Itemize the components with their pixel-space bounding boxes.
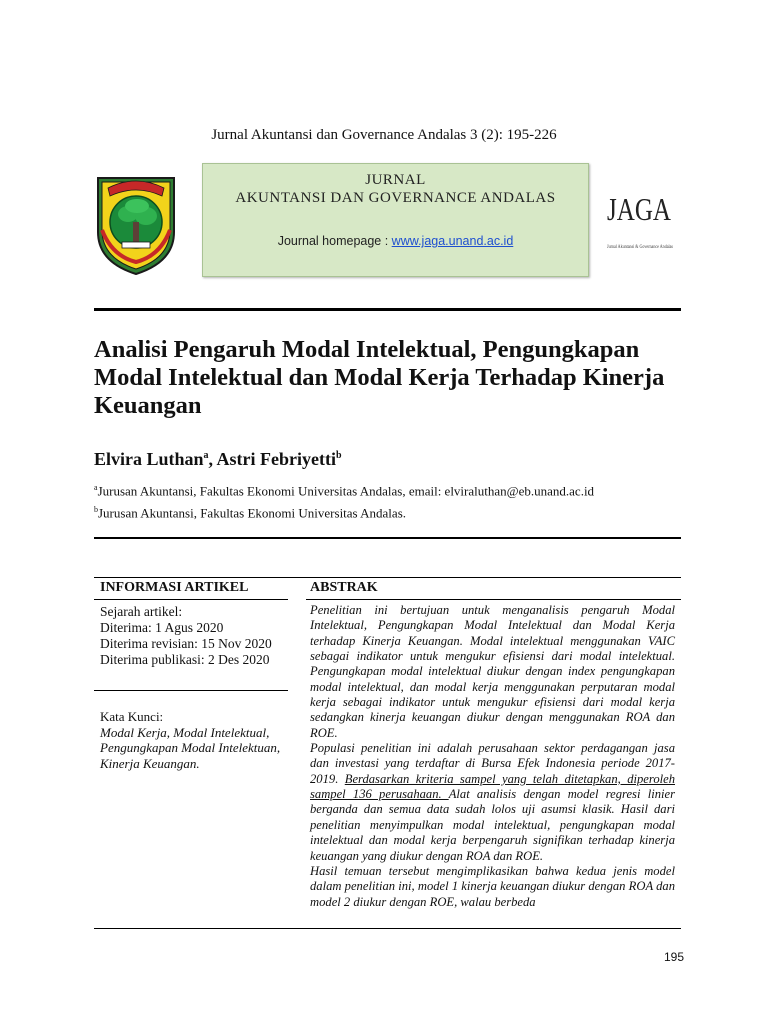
jaga-logo-text: JAGA [607,191,671,227]
affil-text: Jurusan Akuntansi, Fakultas Ekonomi Universitas Andalas. [98,505,407,521]
table-header-rule [306,599,681,600]
affiliation-a [94,483,594,499]
section-divider [94,537,681,539]
author-affil-marker: b [336,450,342,461]
banner-title-line1: JURNAL [365,172,426,188]
affil-text: Jurusan Akuntansi, Fakultas Ekonomi Universitas Andalas, email: elviraluthan@eb.unand.ac.id [97,483,595,499]
affil-marker: b [94,505,98,514]
abstract-text: Populasi penelitian ini adalah perusahaan sektor perdagangan jasa dan investasi yang terdaftar di Bursa Efek Indonesia periode 2017-2019. [310,741,675,786]
affil-marker: a [94,483,98,492]
banner-title-line2: AKUNTANSI DAN GOVERNANCE ANDALAS [235,190,556,206]
table-header-rule [94,599,288,600]
journal-homepage [203,234,588,248]
affiliation-b [94,505,406,521]
author-name: Astri Febriyetti [216,449,336,469]
universitas-andalas-emblem-icon [92,170,180,276]
abstract-underlined-text: Berdasarkan kriteria sampel yang telah ditetapkan, diperoleh sampel 136 perusahaan. [310,771,675,802]
abstract-body [310,603,675,910]
abstract-paragraph [310,741,675,864]
jaga-logo-icon [605,178,675,258]
date-received: Diterima: 1 Agus 2020 [100,620,224,635]
journal-banner [202,163,589,277]
date-published: Diterima publikasi: 2 Des 2020 [100,652,270,667]
homepage-link[interactable]: www.jaga.unand.ac.id [391,234,514,248]
article-info-heading: INFORMASI ARTIKEL [100,580,249,595]
article-history [100,604,272,668]
history-label: Sejarah artikel: [100,604,183,619]
info-divider [94,690,288,691]
homepage-label: Journal homepage : [277,234,392,248]
keywords-block [100,709,290,771]
jaga-logo-caption: Jurnal Akuntansi & Governance Andalas [607,245,674,250]
date-revised: Diterima revisian: 15 Nov 2020 [100,636,272,651]
abstract-text: Alat analisis dengan model regresi linier berganda dan semua data sudah lolos uji asumsi klasik. Hasil dari penelitian menyimpulkan modal intelektual, pengungkapan modal intelektual dan modal kerja berpengaruh signifikan terhadap kinerja keuangan yang diukur dengan ROA dan ROE. [310,787,675,863]
keywords-text: Modal Kerja, Modal Intelektual, Pengungkapan Modal Intelektuan, Kinerja Keuangan. [100,724,281,771]
author-affil-marker: a [203,450,209,461]
abstract-paragraph: Penelitian ini bertujuan untuk menganalisis pengaruh Modal Intelektual, Pengungkapan Modal Intelektual dan Modal Kerja terhadap Kinerja Keuangan. Modal intelektual menggunakan VAIC sebagai indikator untuk mengukur efisiensi dari modal intelektual. Pengungkapan modal intelektual diukur dengan index pengungkapan modal intelektual, dan modal kerja menggunakan perputaran modal kerja sebagai indikator untuk mengukur efisiensi dari modal kerja sedangkan kinerja keuangan diukur dengan menggunakan ROA dan ROE. [310,603,675,740]
author-line [94,449,342,470]
article-title: Analisi Pengaruh Modal Intelektual, Pengungkapan Modal Intelektual dan Modal Kerja Terhadap Kinerja Keuangan [94,336,665,419]
table-top-rule [94,577,681,578]
abstract-paragraph: Hasil temuan tersebut mengimplikasikan bahwa kedua jenis model dalam penelitian ini, model 1 kinerja keuangan diukur dengan ROA dan model 2 diukur dengan ROE, walau berbeda [310,863,675,909]
table-bottom-rule [94,928,681,929]
abstract-heading: ABSTRAK [310,580,378,595]
header-divider [94,308,681,311]
author-separator: , [208,449,217,469]
author-name: Elvira Luthan [94,449,204,469]
keywords-label: Kata Kunci: [100,709,164,724]
page-number: 195 [664,950,685,964]
journal-reference: Jurnal Akuntansi dan Governance Andalas 3 (2): 195-226 [211,127,557,143]
